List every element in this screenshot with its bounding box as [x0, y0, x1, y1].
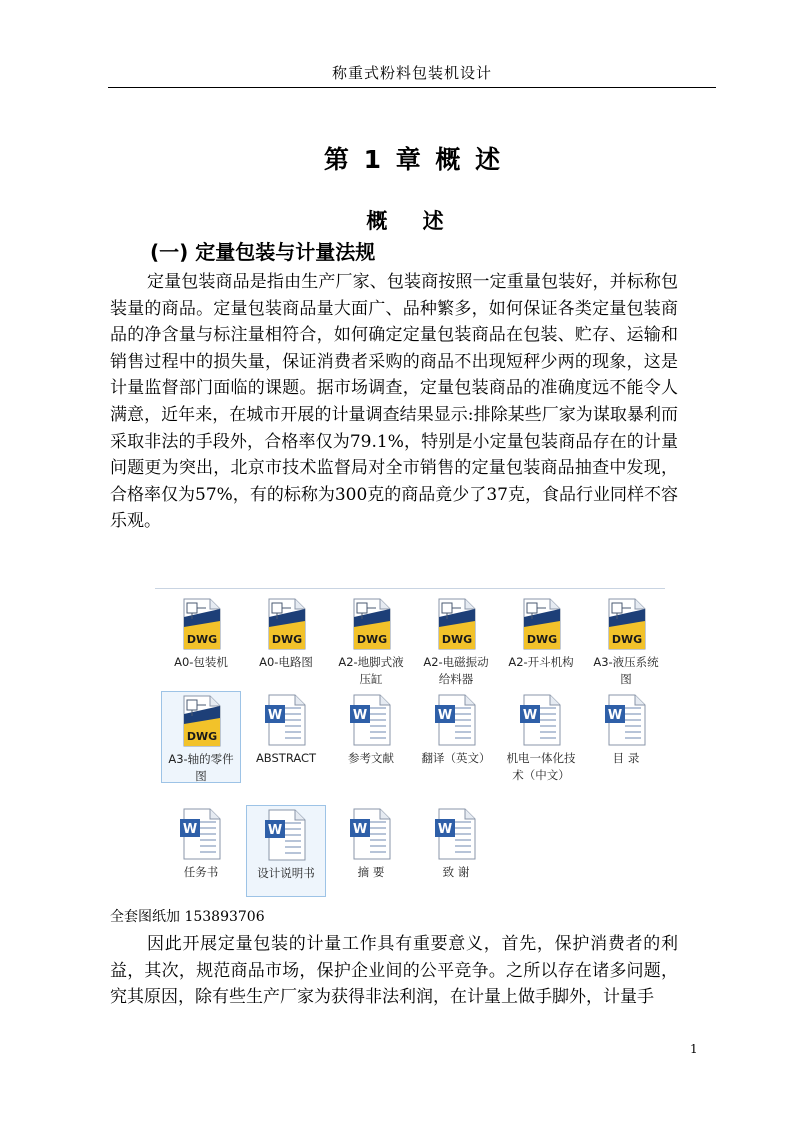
- dwg-file-icon: [176, 597, 226, 651]
- word-file-icon: [431, 807, 481, 861]
- file-item[interactable]: [586, 691, 666, 783]
- file-item[interactable]: [161, 805, 241, 897]
- dwg-badge: DWG: [356, 633, 388, 646]
- dwg-file-icon: [176, 694, 226, 748]
- dwg-badge: DWG: [186, 730, 218, 743]
- dwg-file-icon: [261, 597, 311, 651]
- file-name: ABSTRACT: [255, 751, 317, 765]
- word-file-icon: [431, 693, 481, 747]
- file-item[interactable]: [246, 595, 326, 687]
- drawing-note: 全套图纸加 153893706: [110, 909, 265, 925]
- file-name: A0-电路图: [259, 655, 313, 669]
- word-badge: W: [267, 708, 283, 723]
- dwg-badge: DWG: [441, 633, 473, 646]
- file-name: A0-包装机: [174, 655, 228, 669]
- chapter-title: 第 1 章 概 述: [323, 145, 501, 174]
- word-badge: W: [182, 822, 198, 837]
- file-item[interactable]: [246, 805, 326, 897]
- file-name: A2-地脚式液压缸: [338, 655, 404, 686]
- body-paragraph-2: 因此开展定量包装的计量工作具有重要意义，首先，保护消费者的利益，其次，规范商品市场，保护企业间的公平竞争。之所以存在诸多问题，究其原因，除有些生产厂家为获得非法利润，在计量上做手脚外，计量手: [110, 934, 678, 1008]
- word-badge: W: [352, 708, 368, 723]
- word-badge: W: [437, 708, 453, 723]
- dwg-file-icon: [431, 597, 481, 651]
- file-name: A2-电磁振动给料器: [423, 655, 489, 686]
- file-item[interactable]: [416, 805, 496, 897]
- dwg-file-icon: [601, 597, 651, 651]
- running-header: 称重式粉料包装机设计: [331, 64, 492, 82]
- word-badge: W: [522, 708, 538, 723]
- word-file-icon: [601, 693, 651, 747]
- file-name: 摘 要: [357, 865, 385, 879]
- file-item[interactable]: [331, 691, 411, 783]
- word-file-icon: [516, 693, 566, 747]
- dwg-badge: DWG: [186, 633, 218, 646]
- file-name: 致 谢: [442, 865, 470, 879]
- file-item[interactable]: [331, 805, 411, 897]
- word-badge: W: [352, 822, 368, 837]
- word-file-icon: [176, 807, 226, 861]
- file-name: 机电一体化技术（中文）: [506, 751, 576, 782]
- file-name: 参考文献: [348, 751, 394, 765]
- file-name: A3-轴的零件图: [168, 752, 234, 783]
- file-item[interactable]: [501, 691, 581, 783]
- dwg-file-icon: [346, 597, 396, 651]
- word-file-icon: [261, 808, 311, 862]
- word-file-icon: [261, 693, 311, 747]
- file-item[interactable]: [586, 595, 666, 687]
- word-file-icon: [346, 807, 396, 861]
- file-browser-screenshot: [155, 588, 665, 883]
- file-name: 设计说明书: [257, 866, 315, 880]
- page-number: 1: [690, 1042, 698, 1056]
- file-item[interactable]: [416, 595, 496, 687]
- dwg-badge: DWG: [611, 633, 643, 646]
- file-name: A2-开斗机构: [508, 655, 574, 669]
- file-name: A3-液压系统图: [593, 655, 659, 686]
- file-item[interactable]: [501, 595, 581, 687]
- header-rule: [108, 87, 716, 88]
- dwg-file-icon: [516, 597, 566, 651]
- subsection-title: (一) 定量包装与计量法规: [150, 240, 376, 264]
- file-item[interactable]: [246, 691, 326, 783]
- file-name: 任务书: [183, 865, 219, 879]
- file-item[interactable]: [416, 691, 496, 783]
- file-name: 翻译（英文）: [421, 751, 491, 765]
- section-title: 概 述: [366, 209, 458, 233]
- file-item[interactable]: [161, 691, 241, 783]
- word-badge: W: [607, 708, 623, 723]
- word-badge: W: [437, 822, 453, 837]
- file-name: 目 录: [612, 751, 640, 765]
- word-file-icon: [346, 693, 396, 747]
- file-item[interactable]: [331, 595, 411, 687]
- dwg-badge: DWG: [271, 633, 303, 646]
- word-badge: W: [267, 823, 283, 838]
- dwg-badge: DWG: [526, 633, 558, 646]
- body-paragraph-1: 定量包装商品是指由生产厂家、包装商按照一定重量包装好，并标称包装量的商品。定量包装商品量大面广、品种繁多，如何保证各类定量包装商品的净含量与标注量相符合，如何确定定量包装商品在包装、贮存、运输和销售过程中的损失量，保证消费者采购的商品不出现短秤少两的现象，这是计量监督部门面临的课题。据市场调查，定量包装商品的准确度远不能令人满意，近年来，在城市开展的计量调查结果显示:排除某些厂家为谋取暴利而采取非法的手段外，合格率仅为79.1%，特别是小定量包装商品存在的计量问题更为突出，北京市技术监督局对全市销售的定量包装商品抽查中发现，合格率仅为57%，有的标称为300克的商品竟少了37克，食品行业同样不容乐观。: [110, 272, 678, 532]
- file-item[interactable]: [161, 595, 241, 687]
